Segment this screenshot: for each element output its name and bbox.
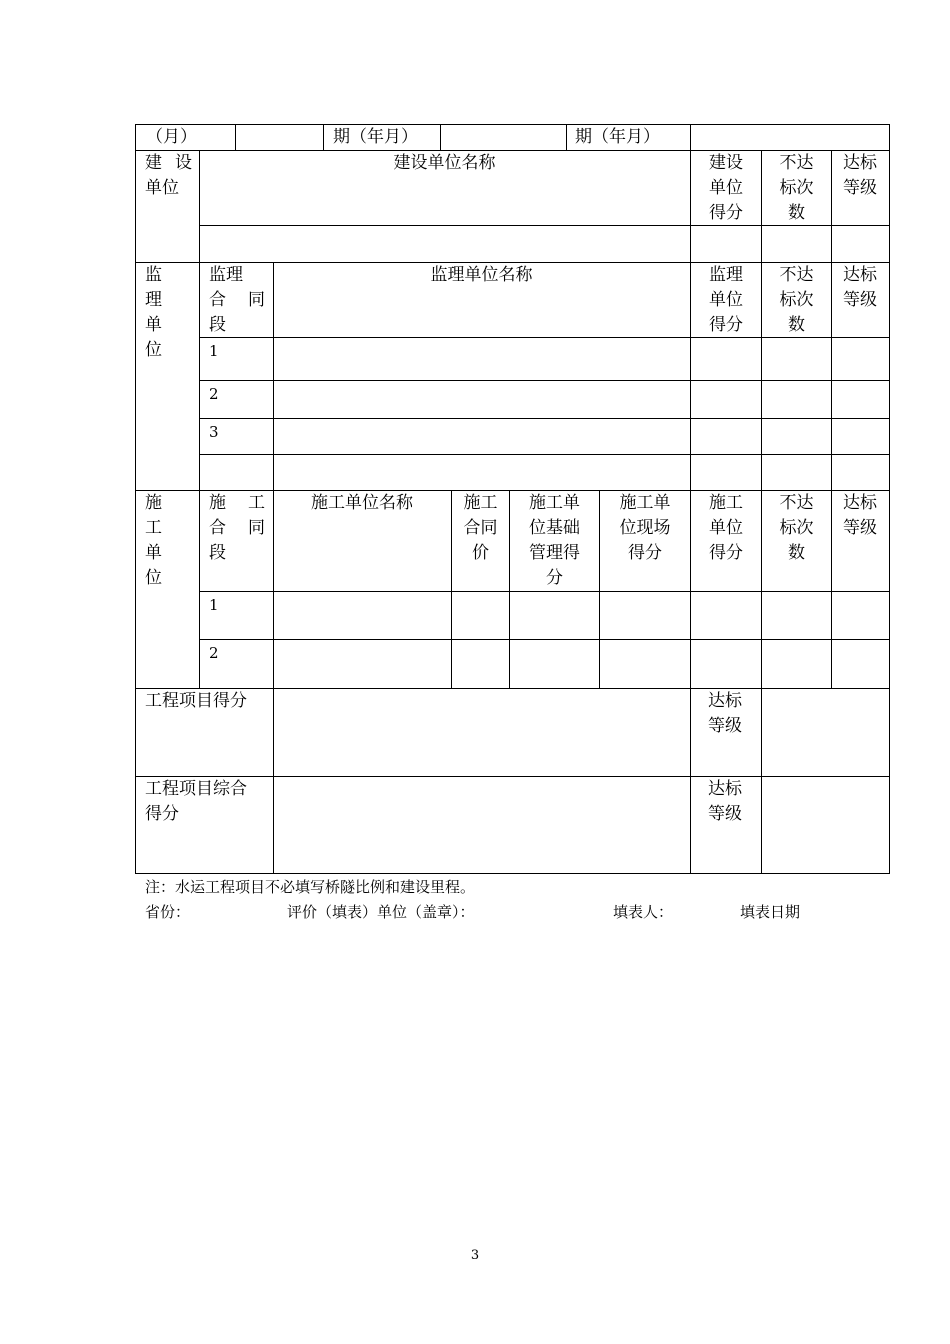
project-score-grade-2: 等级 <box>708 716 742 736</box>
contractor-score-3: 得分 <box>709 543 743 563</box>
owner-not-reached-2: 标次 <box>779 178 814 198</box>
contractor-price-2: 合同 <box>463 518 498 538</box>
supervision-grade-1: 达标 <box>843 265 877 285</box>
rule <box>199 454 890 455</box>
owner-name-header: 建设单位名称 <box>393 153 496 173</box>
contractor-label-2: 工 <box>145 518 162 538</box>
contractor-not-reached-1: 不达 <box>779 493 814 513</box>
supervision-row-number: 2 <box>209 385 219 403</box>
contractor-basic-1: 施工单 <box>529 493 580 513</box>
rule <box>135 124 890 125</box>
contractor-site-1: 施工单 <box>619 493 671 513</box>
supervision-label-4: 位 <box>145 340 162 360</box>
contractor-label-1: 施 <box>145 493 162 513</box>
supervision-score-1: 监理 <box>709 265 743 285</box>
rule <box>135 776 890 777</box>
supervision-section-3: 段 <box>209 315 226 335</box>
supervision-not-reached-1: 不达 <box>779 265 814 285</box>
contractor-price-3: 价 <box>472 543 489 563</box>
rule <box>323 124 324 150</box>
rule <box>199 150 200 688</box>
contractor-not-reached-3: 数 <box>788 543 805 563</box>
rule <box>199 639 890 640</box>
owner-grade-2: 等级 <box>843 178 877 198</box>
owner-score-header-2: 单位 <box>709 178 743 198</box>
project-composite-grade-1: 达标 <box>708 779 742 799</box>
footer-note: 注：水运工程项目不必填写桥隧比例和建设里程。 <box>145 878 476 896</box>
rule <box>566 124 567 150</box>
rule <box>199 380 890 381</box>
contractor-basic-2: 位基础 <box>529 518 580 538</box>
rule <box>690 124 691 150</box>
footer-filler: 填表人： <box>613 903 674 921</box>
project-score-label: 工程项目得分 <box>145 691 247 711</box>
contractor-section-1: 施 工 <box>209 493 265 513</box>
contractor-section-2: 合 同 <box>209 518 265 538</box>
contractor-site-3: 得分 <box>628 543 662 563</box>
contractor-score-1: 施工 <box>709 493 743 513</box>
supervision-name-header: 监理单位名称 <box>430 265 533 285</box>
contractor-grade-2: 等级 <box>843 518 877 538</box>
footer-unit: 评价（填表）单位（盖章）： <box>287 903 475 921</box>
rule <box>135 688 890 689</box>
owner-label-line2: 单位 <box>145 178 179 198</box>
footer-date: 填表日期 <box>740 903 801 921</box>
contractor-basic-3: 管理得 <box>529 543 580 563</box>
supervision-label-3: 单 <box>145 315 162 335</box>
contractor-row-number: 1 <box>209 596 219 614</box>
contractor-section-3: 段 <box>209 543 226 563</box>
rule <box>440 124 441 150</box>
rule <box>235 124 236 150</box>
supervision-not-reached-2: 标次 <box>779 290 814 310</box>
period2-cell: 期（年月） <box>575 127 660 147</box>
owner-not-reached-3: 数 <box>788 203 805 223</box>
contractor-name-header: 施工单位名称 <box>311 493 413 513</box>
rule <box>135 124 136 874</box>
supervision-row-number: 1 <box>209 342 219 360</box>
page-number: 3 <box>470 1248 480 1263</box>
project-score-grade-1: 达标 <box>708 691 742 711</box>
contractor-grade-1: 达标 <box>843 493 877 513</box>
supervision-label-2: 理 <box>145 290 162 310</box>
supervision-label-1: 监 <box>145 265 162 285</box>
supervision-row-number: 3 <box>209 423 219 441</box>
owner-score-header-3: 得分 <box>709 203 743 223</box>
rule <box>831 150 832 688</box>
rule <box>273 262 274 873</box>
period1-cell: 期（年月） <box>333 127 418 147</box>
rule <box>135 873 890 874</box>
footer-province: 省份： <box>145 903 191 921</box>
contractor-price-1: 施工 <box>463 493 498 513</box>
supervision-section-1: 监理 <box>209 265 243 285</box>
rule <box>199 418 890 419</box>
contractor-basic-4: 分 <box>546 568 563 588</box>
month-cell: （月） <box>146 127 197 147</box>
supervision-not-reached-3: 数 <box>788 315 805 335</box>
owner-score-header-1: 建设 <box>709 153 743 173</box>
supervision-score-3: 得分 <box>709 315 743 335</box>
owner-grade-1: 达标 <box>843 153 877 173</box>
rule <box>889 124 890 874</box>
supervision-grade-2: 等级 <box>843 290 877 310</box>
supervision-section-2: 合 同 <box>209 290 265 310</box>
owner-not-reached-1: 不达 <box>779 153 814 173</box>
project-composite-label-1: 工程项目综合 <box>145 779 247 799</box>
project-composite-label-2: 得分 <box>145 804 179 824</box>
supervision-score-2: 单位 <box>709 290 743 310</box>
contractor-not-reached-2: 标次 <box>779 518 814 538</box>
owner-label-line1: 建 设 <box>145 153 192 173</box>
contractor-row-number: 2 <box>209 644 219 662</box>
rule <box>199 591 890 592</box>
contractor-score-2: 单位 <box>709 518 743 538</box>
project-composite-grade-2: 等级 <box>708 804 742 824</box>
contractor-site-2: 位现场 <box>619 518 671 538</box>
contractor-label-3: 单 <box>145 543 162 563</box>
contractor-label-4: 位 <box>145 568 162 588</box>
